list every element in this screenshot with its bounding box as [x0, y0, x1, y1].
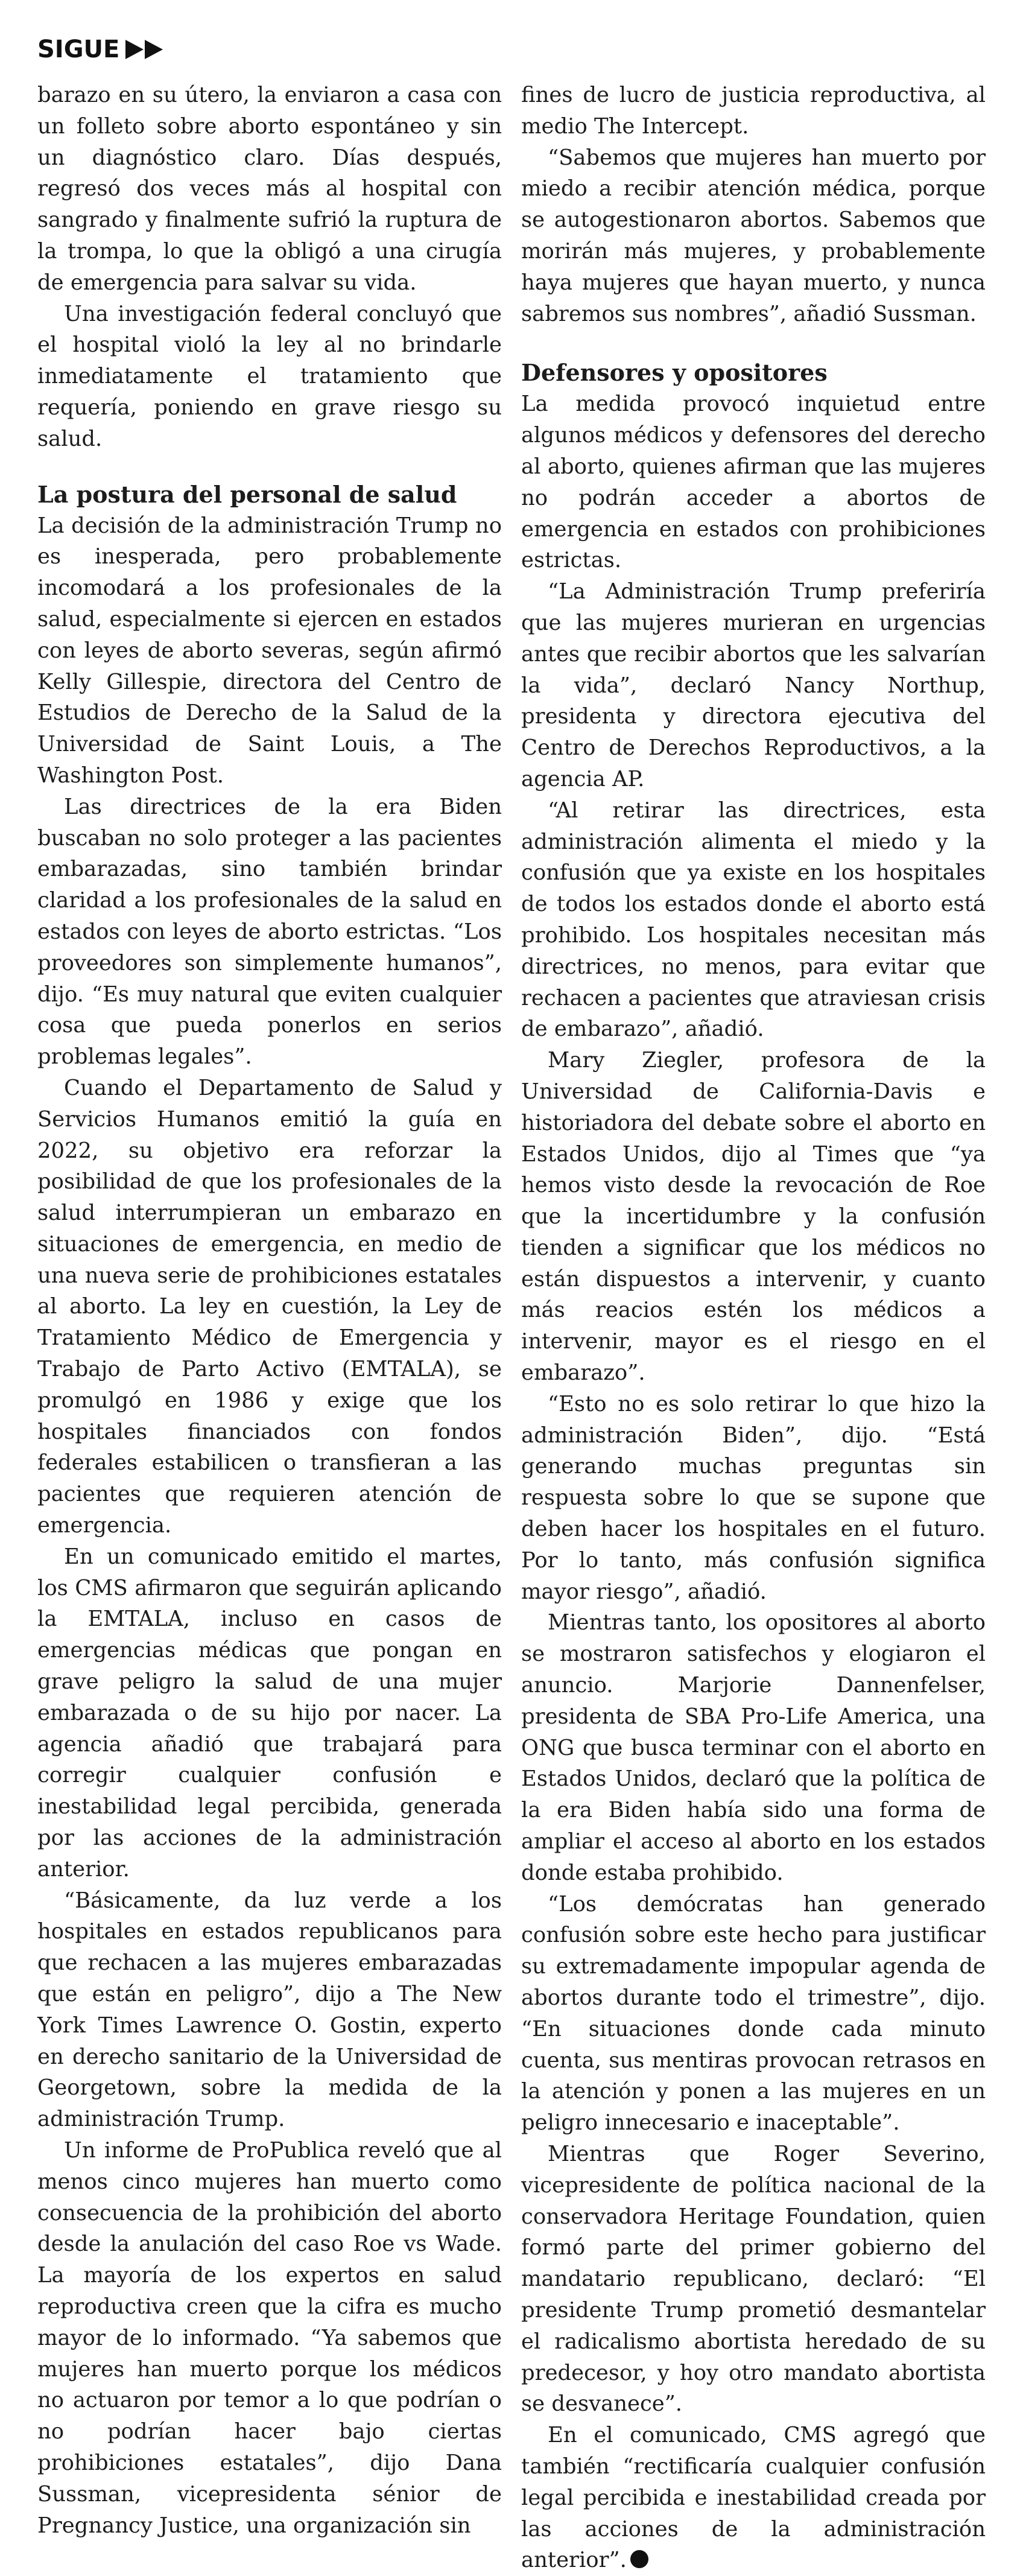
paragraph: Mientras que Roger Severino, vicepresidente de política nacional de la conservadora Heritage Foundation, quien formó parte del primer gobierno del mandatario republicano, declaró: “El presidente Trump prometió desmantelar el radicalismo abortista heredado de su predecesor, y hoy otro mandato abortista se desvanece”. [521, 2142, 986, 2417]
paragraph: barazo en su útero, la enviaron a casa con un folleto sobre aborto espontáneo y sin un diagnóstico claro. Días después, regresó dos veces más al hospital con sangrado y finalmente sufrió la ruptura de la trompa, lo que la obligó a una cirugía de emergencia para salvar su vida. [37, 83, 502, 295]
final-paragraph-text: En el comunicado, CMS agregó que también “rectificaría cualquier confusión legal percibida e inestabilidad creada por las acciones de la administración anterior”. [521, 2423, 986, 2573]
paragraph: Las directrices de la era Biden buscaban no solo proteger a las pacientes embarazadas, sino también brindar claridad a los profesionales de la salud en estados con leyes de aborto estrictas. “Los proveedores son simplemente humanos”, dijo. “Es muy natural que eviten cualquier cosa que pueda ponerlos en serios problemas legales”. [37, 794, 502, 1070]
paragraph: “Esto no es solo retirar lo que hizo la administración Biden”, dijo. “Está generando muchas preguntas sin respuesta sobre lo que se supone que deben hacer los hospitales en el futuro. Por lo tanto, más confusión significa mayor riesgo”, añadió. [521, 1391, 986, 1604]
paragraph: La medida provocó inquietud entre algunos médicos y defensores del derecho al aborto, quienes afirman que las mujeres no podrán acceder a abortos de emergencia en estados con prohibiciones estrictas. [521, 392, 986, 573]
paragraph: Mary Ziegler, profesora de la Universidad de California-Davis e historiadora del debate sobre el aborto en Estados Unidos, dijo al Times que “ya hemos visto desde la revocación de Roe que la incertidumbre y la confusión tienden a significar que los médicos no están dispuestos a intervenir, y cuanto más reacios estén los médicos a intervenir, mayor es el riesgo en el embarazo”. [521, 1048, 986, 1386]
continue-marker [37, 30, 164, 69]
paragraph: Un informe de ProPublica reveló que al menos cinco mujeres han muerto como consecuencia de la prohibición del aborto desde la anulación del caso Roe vs Wade. La mayoría de los expertos en salud reproductiva creen que la cifra es mucho mayor de lo informado. “Ya sabemos que mujeres han muerto porque los médicos no actuaron por temor a lo que podrían o no podrían hacer bajo ciertas prohibiciones estatales”, dijo Dana Sussman, vicepresidenta sénior de Pregnancy Justice, una organización sin [37, 2138, 502, 2538]
paragraph: “Al retirar las directrices, esta administración alimenta el miedo y la confusión que ya existe en los hospitales de todos los estados donde el aborto está prohibido. Los hospitales necesitan más directrices, no menos, para evitar que rechacen a pacientes que atraviesan crisis de embarazo”, añadió. [521, 798, 986, 1042]
paragraph: “Sabemos que mujeres han muerto por miedo a recibir atención médica, porque se autogestionaron abortos. Sabemos que morirán más mujeres, y probablemente haya mujeres que hayan muerto, y nunca sabremos sus nombres”, añadió Sussman. [521, 145, 986, 326]
paragraph: “Los demócratas han generado confusión sobre este hecho para justificar su extremadamente impopular agenda de abortos durante todo el trimestre”, dijo. “En situaciones donde cada minuto cuenta, sus mentiras provocan retrasos en la atención y ponen a las mujeres en un peligro innecesario e inaceptable”. [521, 1891, 986, 2136]
end-of-article-dot-icon [630, 2550, 648, 2568]
paragraph: Mientras tanto, los opositores al aborto se mostraron satisfechos y elogiaron el anuncio. Marjorie Dannenfelser, presidenta de SBA Pro-Life America, una ONG que busca terminar con el aborto en Estados Unidos, declaró que la política de la era Biden había sido una forma de ampliar el acceso al aborto en los estados donde estaba prohibido. [521, 1610, 986, 1885]
section-heading: Defensores y opositores [521, 359, 828, 387]
paragraph: Una investigación federal concluyó que el hospital violó la ley al no brindarle inmediatamente el tratamiento que requería, poniendo en grave riesgo su salud. [37, 301, 502, 451]
paragraph: La decisión de la administración Trump no es inesperada, pero probablemente incomodará a los profesionales de la salud, especialmente si ejercen en estados con leyes de aborto severas, según afirmó Kelly Gillespie, directora del Centro de Estudios de Derecho de la Salud de la Universidad de Saint Louis, a The Washington Post. [37, 513, 502, 788]
paragraph: “La Administración Trump preferiría que las mujeres murieran en urgencias antes que recibir abortos que les salvarían la vida”, declaró Nancy Northup, presidenta y directora ejecutiva del Centro de Derechos Reproductivos, a la agencia AP. [521, 579, 986, 792]
final-paragraph [521, 2420, 986, 2576]
paragraph: En un comunicado emitido el martes, los CMS afirmaron que seguirán aplicando la EMTALA, incluso en casos de emergencias médicas que pongan en grave peligro la salud de una mujer embarazada o de su hijo por nacer. La agencia añadió que trabajará para corregir cualquier confusión e inestabilidad legal percibida, generada por las acciones de la administración anterior. [37, 1544, 502, 1882]
paragraph: “Básicamente, da luz verde a los hospitales en estados republicanos para que rechacen a las mujeres embarazadas que están en peligro”, dijo a The New York Times Lawrence O. Gostin, experto en derecho sanitario de la Universidad de Georgetown, sobre la medida de la administración Trump. [37, 1888, 502, 2132]
right-column [521, 80, 986, 2576]
paragraph: Cuando el Departamento de Salud y Servicios Humanos emitió la guía en 2022, su objetivo era reforzar la posibilidad de que los profesionales de la salud interrumpieran un embarazo en situaciones de emergencia, en medio de una nueva serie de prohibiciones estatales al aborto. La ley en cuestión, la Ley de Tratamiento Médico de Emergencia y Trabajo de Parto Activo (EMTALA), se promulgó en 1986 y exige que los hospitales financiados con fondos federales estabilicen o transfieran a las pacientes que requieren atención de emergencia. [37, 1075, 502, 1538]
continue-label: SIGUE [37, 36, 120, 63]
double-arrow-icon [125, 39, 164, 60]
left-column [37, 80, 502, 2541]
paragraph: fines de lucro de justicia reproductiva, al medio The Intercept. [521, 83, 986, 139]
section-heading: La postura del personal de salud [37, 480, 457, 508]
